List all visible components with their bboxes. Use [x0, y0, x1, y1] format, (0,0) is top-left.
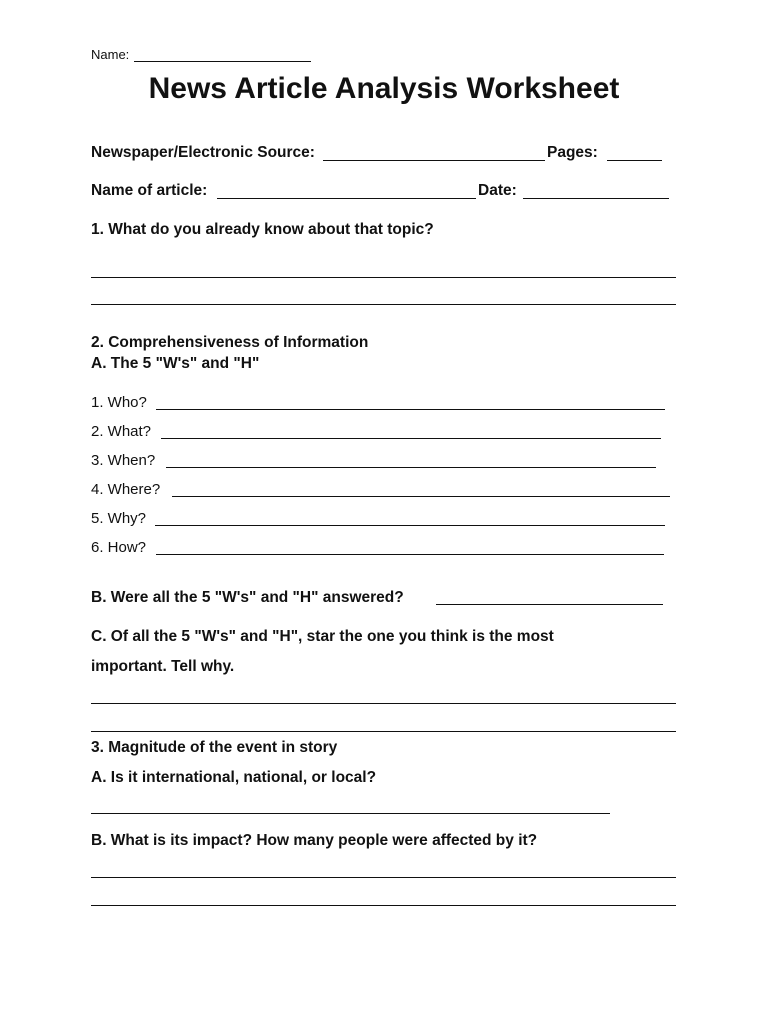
article-name-blank[interactable] — [217, 198, 476, 199]
how-label: 6. How? — [91, 539, 147, 556]
pages-label: Pages: — [547, 144, 598, 161]
section-2-subheading: A. The 5 "W's" and "H" — [91, 355, 260, 372]
what-label: 2. What? — [91, 423, 152, 440]
who-label: 1. Who? — [91, 394, 147, 411]
pages-blank[interactable] — [607, 160, 662, 161]
where-label: 4. Where? — [91, 481, 161, 498]
date-label: Date: — [478, 182, 517, 199]
answer-line[interactable] — [91, 703, 676, 704]
answer-line[interactable] — [91, 731, 676, 732]
answer-line[interactable] — [91, 877, 676, 878]
where-blank[interactable] — [172, 496, 670, 497]
how-blank[interactable] — [156, 554, 664, 555]
why-label: 5. Why? — [91, 510, 147, 527]
answer-line[interactable] — [91, 813, 610, 814]
why-blank[interactable] — [155, 525, 665, 526]
who-blank[interactable] — [156, 409, 665, 410]
name-blank[interactable] — [134, 61, 311, 62]
question-2c-line-1: C. Of all the 5 "W's" and "H", star the one you think is the most — [91, 628, 554, 645]
question-3a: A. Is it international, national, or local? — [91, 769, 377, 786]
date-blank[interactable] — [523, 198, 669, 199]
section-3-heading: 3. Magnitude of the event in story — [91, 739, 338, 756]
section-2-heading: 2. Comprehensiveness of Information — [91, 334, 369, 351]
answer-line[interactable] — [91, 304, 676, 305]
when-label: 3. When? — [91, 452, 156, 469]
source-blank[interactable] — [323, 160, 545, 161]
page-title: News Article Analysis Worksheet — [148, 72, 620, 105]
what-blank[interactable] — [161, 438, 661, 439]
answer-line[interactable] — [91, 277, 676, 278]
answer-line[interactable] — [91, 905, 676, 906]
when-blank[interactable] — [166, 467, 656, 468]
article-name-label: Name of article: — [91, 182, 208, 199]
question-2c-line-2: important. Tell why. — [91, 658, 235, 675]
question-2b-blank[interactable] — [436, 604, 663, 605]
question-2b: B. Were all the 5 "W's" and "H" answered? — [91, 589, 404, 606]
question-3b: B. What is its impact? How many people were affected by it? — [91, 832, 538, 849]
name-label: Name: — [91, 47, 130, 62]
question-1: 1. What do you already know about that topic? — [91, 221, 434, 238]
source-label: Newspaper/Electronic Source: — [91, 144, 315, 161]
